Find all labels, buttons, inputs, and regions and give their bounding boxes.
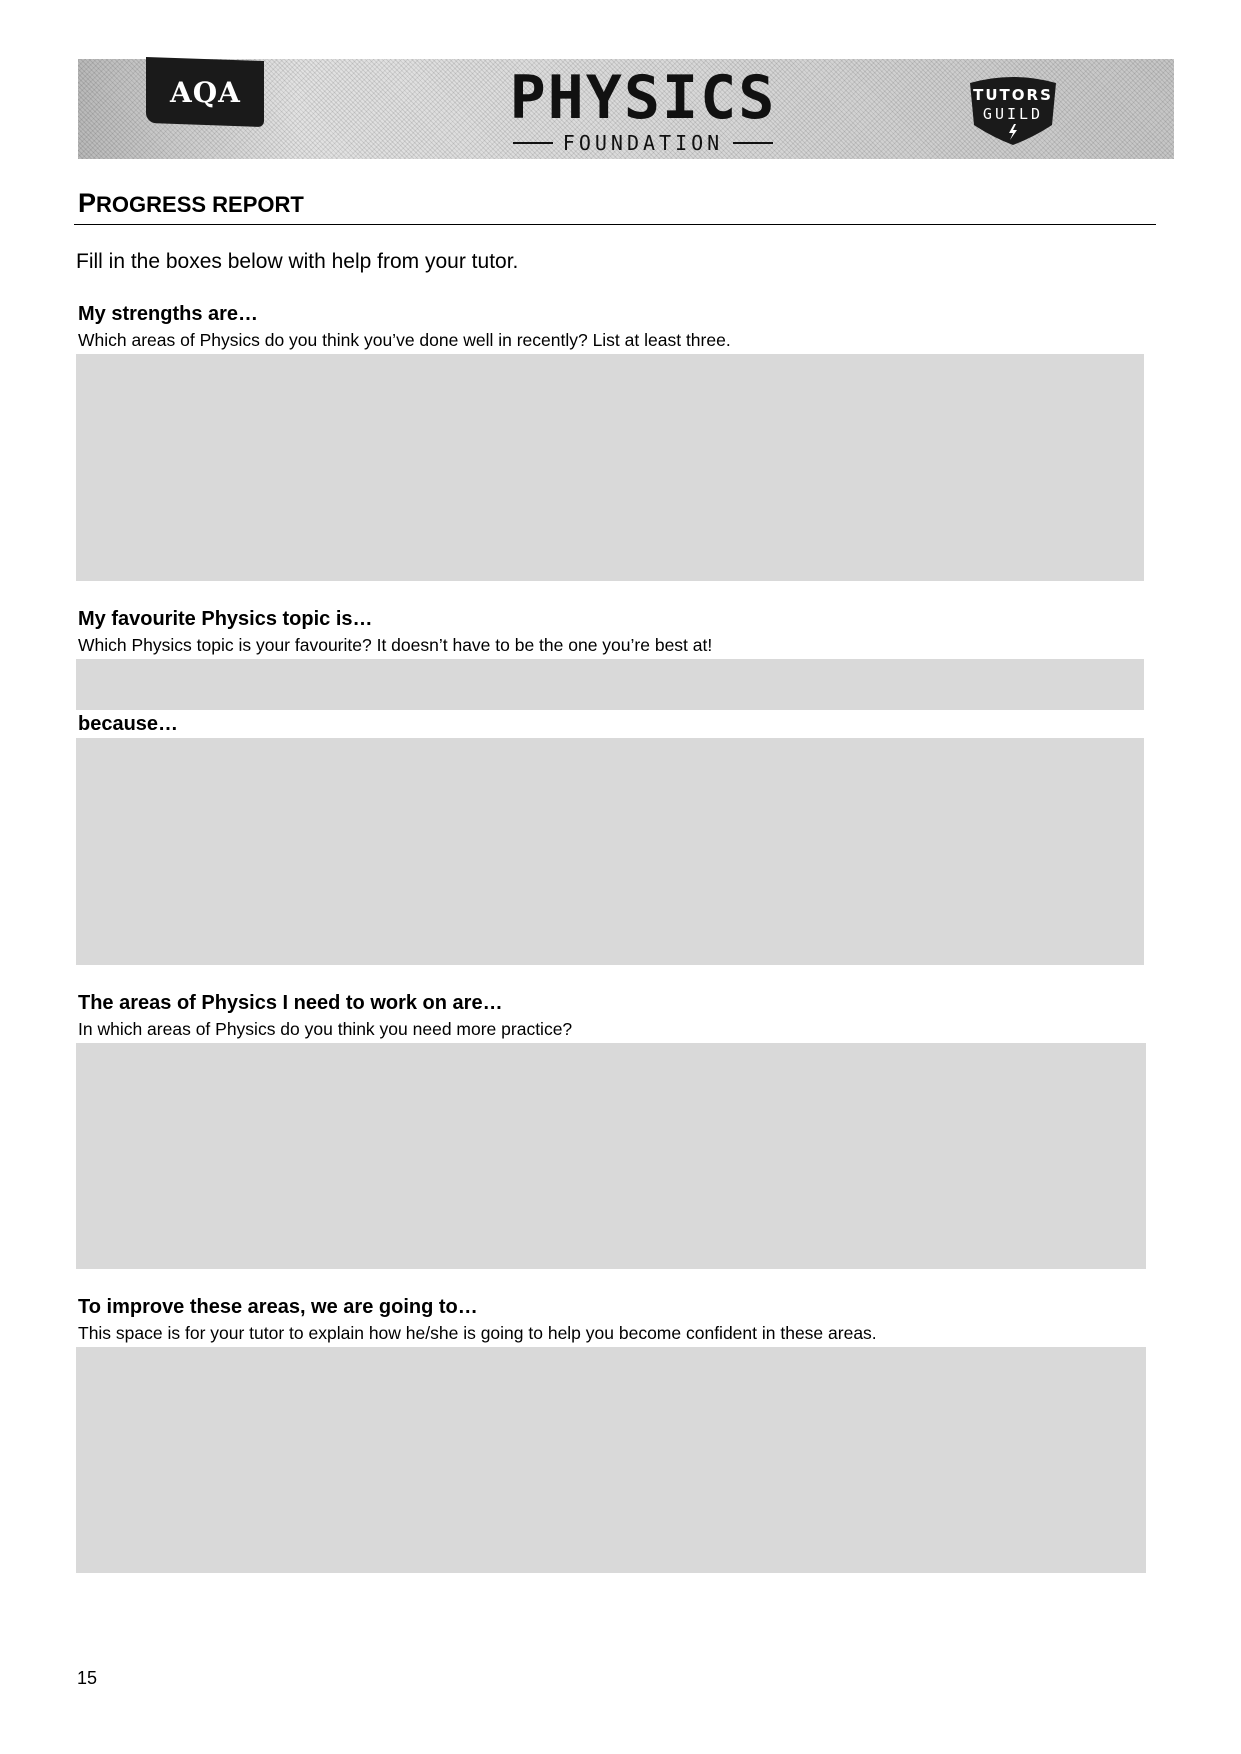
favourite-heading: My favourite Physics topic is…	[78, 608, 373, 630]
aqa-logo-text: AQA	[169, 75, 241, 109]
work-on-answer-box[interactable]	[76, 1043, 1146, 1269]
logo-tutors-text: TUTORS	[973, 86, 1053, 104]
page-title-rest: ROGRESS REPORT	[96, 192, 304, 217]
banner-title: PHYSICS	[509, 63, 777, 133]
subtitle-dash-right	[733, 142, 773, 144]
aqa-logo	[146, 57, 264, 127]
favourite-prompt: Which Physics topic is your favourite? It doesn’t have to be the one you’re best at!	[78, 635, 713, 655]
page-number: 15	[77, 1668, 98, 1688]
banner-subtitle-row	[498, 131, 788, 155]
subtitle-dash-left	[513, 142, 553, 144]
strengths-answer-box[interactable]	[76, 354, 1144, 581]
banner-subtitle: FOUNDATION	[562, 131, 724, 155]
logo-guild-text: GUILD	[982, 105, 1044, 123]
header-banner	[78, 59, 1174, 159]
page-title-initial: P	[78, 188, 97, 218]
because-answer-box[interactable]	[76, 738, 1144, 965]
strengths-prompt: Which areas of Physics do you think you’ve done well in recently? List at least three.	[78, 330, 731, 350]
improve-answer-box[interactable]	[76, 1347, 1146, 1573]
tutors-guild-logo	[964, 73, 1062, 145]
intro-text: Fill in the boxes below with help from your tutor.	[76, 250, 519, 273]
favourite-answer-box[interactable]	[76, 659, 1144, 710]
because-heading: because…	[78, 713, 179, 735]
strengths-heading: My strengths are…	[78, 303, 259, 325]
improve-prompt: This space is for your tutor to explain how he/she is going to help you become confident in these areas.	[78, 1323, 877, 1343]
title-divider	[74, 224, 1156, 225]
work-on-heading: The areas of Physics I need to work on are…	[78, 992, 503, 1014]
page-title	[78, 188, 304, 223]
improve-heading: To improve these areas, we are going to…	[78, 1296, 478, 1318]
work-on-prompt: In which areas of Physics do you think you need more practice?	[78, 1019, 573, 1039]
